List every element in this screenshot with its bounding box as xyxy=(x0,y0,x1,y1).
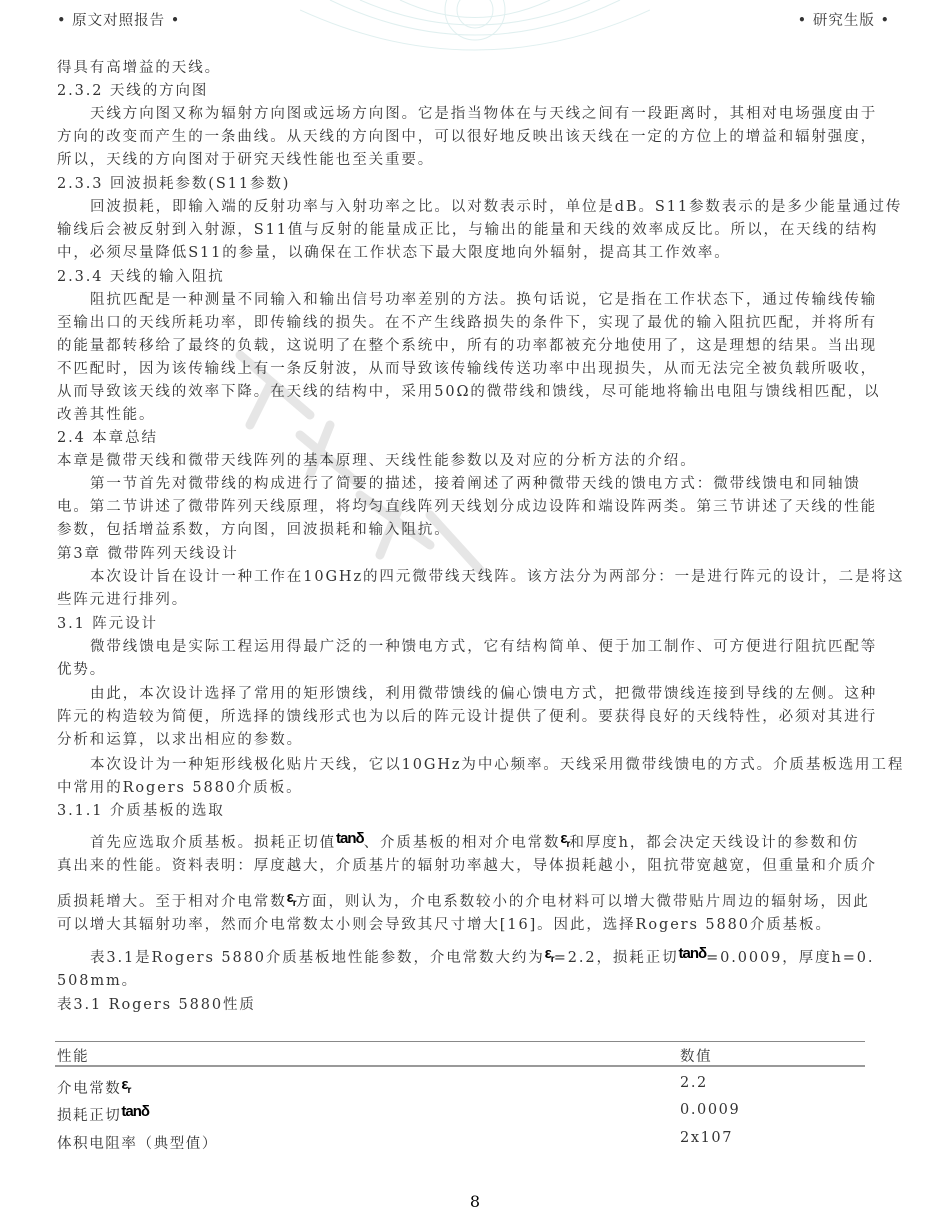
table-cell-value: 2x107 xyxy=(680,1130,734,1146)
page-number: 8 xyxy=(469,1192,481,1211)
text-segment: 优势。 xyxy=(57,662,107,678)
text-line xyxy=(57,59,221,77)
text-line xyxy=(57,268,225,286)
text-segment: 至输出口的天线所耗功率，即传输线的损失。在不产生线路损失的条件下，实现了最优的输入阻抗匹配，并将所有 xyxy=(57,315,877,331)
text-line xyxy=(57,221,878,239)
table-cell-property xyxy=(57,1132,218,1153)
text-segment: 2.3.4 天线的输入阻抗 xyxy=(57,269,225,285)
text-segment: 改善其性能。 xyxy=(57,407,156,423)
header-ornament xyxy=(300,0,650,60)
text-line xyxy=(57,972,138,990)
text-segment: 2.3.3 回波损耗参数(S11参数) xyxy=(57,176,291,192)
text-line xyxy=(57,314,877,332)
text-segment: 、介质基板的相对介电常数 xyxy=(363,835,561,851)
text-segment: 些阵元进行排列。 xyxy=(57,592,189,608)
text-segment: 电。第二节讲述了微带阵列天线原理，将均匀直线阵列天线划分成边设阵和端设阵两类。第三节讲述了天线的性能 xyxy=(57,499,877,515)
table-header-value: 数值 xyxy=(680,1049,713,1065)
table-cell-property xyxy=(57,1077,130,1100)
text-segment: 阵元的构造较为简便，所选择的馈线形式也为以后的阵元设计提供了便利。要获得良好的天线特性，必须对其进行 xyxy=(57,709,877,725)
text-line xyxy=(57,82,208,100)
text-line xyxy=(57,151,434,169)
text-segment: 3.1.1 介质基板的选取 xyxy=(57,803,225,819)
epsilon-r-symbol: $\varepsilon_r$ xyxy=(121,1076,131,1096)
text-line xyxy=(90,291,877,309)
text-line xyxy=(57,429,158,447)
table-header-property: 性能 xyxy=(57,1049,90,1065)
text-line xyxy=(57,802,225,820)
tan-delta-symbol: tanδ xyxy=(336,830,364,847)
text-segment: 和厚度h，都会决定天线设计的参数和仿 xyxy=(569,835,860,851)
text-line xyxy=(57,360,877,378)
text-segment: 表3.1 Rogers 5880性质 xyxy=(57,997,256,1013)
text-line xyxy=(57,406,155,424)
text-segment: 参数，包括增益系数，方向图，回波损耗和输入阻抗。 xyxy=(57,522,451,538)
text-segment: 损耗正切 xyxy=(57,1108,122,1124)
text-line xyxy=(90,638,877,656)
text-segment: 分析和运算，以求出相应的参数。 xyxy=(57,732,303,748)
text-line xyxy=(57,916,832,934)
text-segment: =0.0009，厚度h=0. xyxy=(706,950,875,966)
text-segment: 表3.1是Rogers 5880介质基板地性能参数，介电常数大约为 xyxy=(90,950,545,966)
text-segment: 质损耗增大。至于相对介电常数 xyxy=(57,894,287,910)
text-line xyxy=(57,615,158,633)
text-segment: 由此，本次设计选择了常用的矩形馈线，利用微带馈线的偏心馈电方式，把微带馈线连接到导线的左侧。这种 xyxy=(90,686,878,702)
text-segment: =2.2，损耗正切 xyxy=(553,950,679,966)
text-line xyxy=(57,731,303,749)
text-line xyxy=(57,779,303,797)
text-line xyxy=(57,591,188,609)
text-line xyxy=(90,568,904,586)
text-line xyxy=(90,830,860,858)
text-segment: 所以，天线的方向图对于研究天线性能也至关重要。 xyxy=(57,152,435,168)
text-segment: 方向的改变而产生的一条曲线。从天线的方向图中，可以很好地反映出该天线在一定的方位上的增益和辐射强度， xyxy=(57,129,877,145)
text-segment: 2.3.2 天线的方向图 xyxy=(57,83,209,99)
epsilon-r-symbol: $\varepsilon_r$ xyxy=(560,830,570,850)
text-line xyxy=(57,857,877,875)
text-segment: 可以增大其辐射功率，然而介电常数太小则会导致其尺寸增大[16]。因此，选择Rogers 5880介质基板。 xyxy=(57,917,832,933)
text-line xyxy=(57,498,877,516)
text-line xyxy=(90,475,861,493)
tan-delta-symbol: tanδ xyxy=(678,945,707,962)
text-line xyxy=(57,521,451,539)
text-line xyxy=(57,545,239,563)
table-top-rule xyxy=(55,1041,865,1042)
text-segment: 中常用的Rogers 5880介质板。 xyxy=(57,780,303,796)
header-right-label: • 研究生版 • xyxy=(797,13,890,29)
text-segment: 508mm。 xyxy=(57,973,139,989)
text-segment: 本章是微带天线和微带天线阵列的基本原理、天线性能参数以及对应的分析方法的介绍。 xyxy=(57,453,697,469)
text-segment: 本次设计为一种矩形线极化贴片天线，它以10GHz为中心频率。天线采用微带线馈电的方式。介质基板选用工程 xyxy=(90,757,905,773)
text-segment: 方面，则认为，介电系数较小的介电材料可以增大微带贴片周边的辐射场，因此 xyxy=(295,894,870,910)
text-segment: 第一节首先对微带线的构成进行了简要的描述，接着阐述了两种微带天线的馈电方式：微带线馈电和同轴馈 xyxy=(90,476,861,492)
table-cell-value: 0.0009 xyxy=(680,1102,741,1118)
text-line xyxy=(57,661,106,679)
text-segment: 得具有高增益的天线。 xyxy=(57,60,221,76)
text-segment: 输线后会被反射到入射源，S11值与反射的能量成正比，与输出的能量和天线的效率成反比。所以，在天线的结构 xyxy=(57,222,879,238)
tan-delta-symbol: tanδ xyxy=(121,1103,150,1120)
text-segment: 天线方向图又称为辐射方向图或远场方向图。它是指当物体在与天线之间有一段距离时，其相对电场强度由于 xyxy=(90,106,878,122)
epsilon-r-symbol: $\varepsilon_r$ xyxy=(286,889,296,909)
table-header-rule xyxy=(55,1065,865,1067)
text-segment: 从而导致该天线的效率下降。在天线的结构中，采用50Ω的微带线和馈线，尽可能地将输出电阻与馈线相匹配，以 xyxy=(57,384,881,400)
text-segment: 本次设计旨在设计一种工作在10GHz的四元微带线天线阵。该方法分为两部分：一是进行阵元的设计，二是将这 xyxy=(90,569,905,585)
text-segment: 中，必须尽量降低S11的参量，以确保在工作状态下最大限度地向外辐射，提高其工作效率。 xyxy=(57,245,731,261)
text-line xyxy=(90,685,877,703)
text-line xyxy=(57,708,877,726)
text-line xyxy=(57,452,697,470)
text-line xyxy=(57,128,877,146)
text-segment: 回波损耗，即输入端的反射功率与入射功率之比。以对数表示时，单位是dB。S11参数表示的是多少能量通过传 xyxy=(90,199,903,215)
text-segment: 阻抗匹配是一种测量不同输入和输出信号功率差别的方法。换句话说，它是指在工作状态下，通过传输线传输 xyxy=(90,292,878,308)
text-line xyxy=(57,175,290,193)
text-line xyxy=(57,996,256,1014)
text-segment: 体积电阻率（典型值） xyxy=(57,1136,218,1152)
text-segment: 的能量都转移给了最终的负载，这说明了在整个系统中，所有的功率都被充分地使用了，这是理想的结果。当出现 xyxy=(57,338,877,354)
text-line xyxy=(57,889,870,917)
table-cell-value: 2.2 xyxy=(680,1075,708,1091)
text-segment: 真出来的性能。资料表明：厚度越大，介质基片的辐射功率越大，导体损耗越小，阻抗带宽越宽，但重量和介质介 xyxy=(57,858,877,874)
text-line xyxy=(57,337,877,355)
text-line xyxy=(90,756,904,774)
text-segment: 微带线馈电是实际工程运用得最广泛的一种馈电方式，它有结构简单、便于加工制作、可方便进行阻抗匹配等 xyxy=(90,639,878,655)
text-line xyxy=(90,198,902,216)
text-line xyxy=(90,105,877,123)
epsilon-r-symbol: $\varepsilon_r$ xyxy=(544,945,554,965)
text-line xyxy=(57,383,880,401)
text-segment: 2.4 本章总结 xyxy=(57,430,158,446)
table-cell-property xyxy=(57,1104,149,1125)
text-segment: 介电常数 xyxy=(57,1081,122,1097)
text-segment: 3.1 阵元设计 xyxy=(57,616,158,632)
text-line xyxy=(57,244,731,262)
text-line xyxy=(90,945,875,973)
text-segment: 不匹配时，因为该传输线上有一条反射波，从而导致该传输线传送功率中出现损失，从而无法完全被负载所吸收， xyxy=(57,361,877,377)
text-segment: 首先应选取介质基板。损耗正切值 xyxy=(90,835,336,851)
header-left-label: • 原文对照报告 • xyxy=(57,13,181,29)
text-segment: 第3章 微带阵列天线设计 xyxy=(57,546,239,562)
